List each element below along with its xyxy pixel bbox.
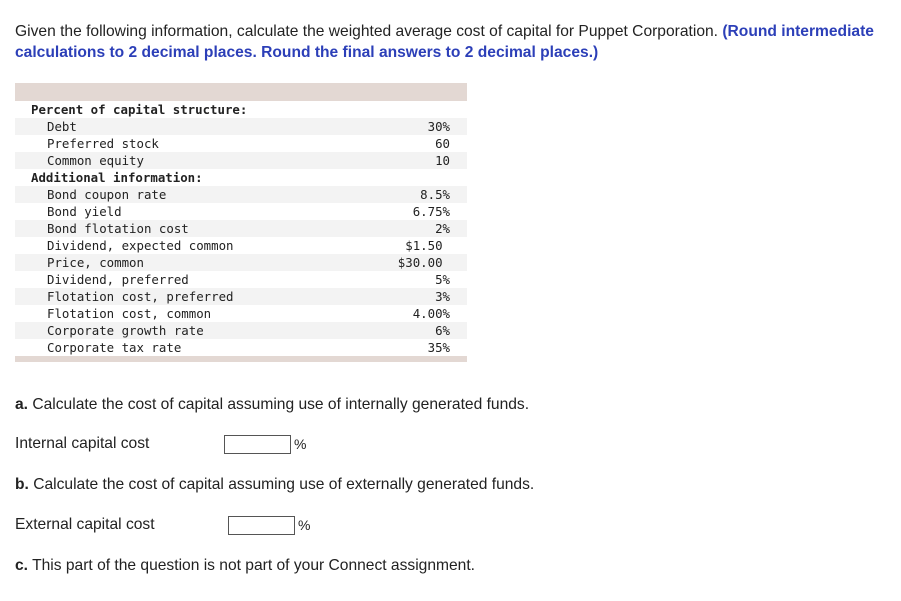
row-label: Flotation cost, preferred bbox=[47, 289, 234, 304]
row-label: Debt bbox=[47, 119, 77, 134]
part-b-text: Calculate the cost of capital assuming use of externally generated funds. bbox=[33, 476, 535, 493]
row-value: 10 bbox=[435, 153, 450, 168]
table-row bbox=[15, 152, 467, 169]
row-value: 8.5% bbox=[420, 187, 450, 202]
data-table bbox=[15, 83, 467, 362]
percent-unit: % bbox=[294, 436, 307, 452]
row-label: Bond yield bbox=[47, 204, 122, 219]
table-row bbox=[15, 305, 467, 322]
part-c-text: This part of the question is not part of your Connect assignment. bbox=[32, 557, 476, 574]
part-a-question bbox=[15, 395, 529, 415]
table-row bbox=[15, 203, 467, 220]
row-value: 35% bbox=[427, 340, 450, 355]
row-value: 60 bbox=[435, 136, 450, 151]
row-label: Flotation cost, common bbox=[47, 306, 212, 321]
row-label: Dividend, preferred bbox=[47, 272, 189, 287]
table-row bbox=[15, 254, 467, 271]
row-label: Price, common bbox=[47, 255, 144, 270]
part-a-text: Calculate the cost of capital assuming use of internally generated funds. bbox=[32, 396, 530, 413]
table-row bbox=[15, 322, 467, 339]
row-value: 5% bbox=[435, 272, 450, 287]
row-value: 2% bbox=[435, 221, 450, 236]
row-value: 6.75% bbox=[412, 204, 450, 219]
row-label: Common equity bbox=[47, 153, 144, 168]
table-section-header: Percent of capital structure: bbox=[15, 101, 467, 118]
row-value: $1.50 bbox=[405, 238, 450, 253]
internal-capital-cost-label: Internal capital cost bbox=[15, 435, 150, 452]
part-a-answer-row bbox=[15, 434, 306, 454]
table-row bbox=[15, 288, 467, 305]
part-b-question bbox=[15, 475, 534, 495]
intro-text: Given the following information, calculate the weighted average cost of capital for Puppet Corporation. bbox=[15, 23, 718, 40]
table-row bbox=[15, 271, 467, 288]
table-section-header: Additional information: bbox=[15, 169, 467, 186]
table-row bbox=[15, 237, 467, 254]
table-row bbox=[15, 135, 467, 152]
row-value: $30.00 bbox=[397, 255, 450, 270]
row-value: 3% bbox=[435, 289, 450, 304]
part-b-letter: b. bbox=[15, 476, 29, 493]
internal-capital-cost-input[interactable] bbox=[224, 435, 291, 454]
row-value: 4.00% bbox=[412, 306, 450, 321]
row-value: 6% bbox=[435, 323, 450, 338]
part-a-letter: a. bbox=[15, 396, 29, 413]
part-c-question bbox=[15, 556, 475, 576]
row-label: Corporate tax rate bbox=[47, 340, 182, 355]
table-row bbox=[15, 118, 467, 135]
row-label: Bond flotation cost bbox=[47, 221, 189, 236]
row-label: Preferred stock bbox=[47, 136, 159, 151]
part-b-answer-row bbox=[15, 515, 310, 535]
table-row bbox=[15, 220, 467, 237]
table-row bbox=[15, 186, 467, 203]
table-row bbox=[15, 339, 467, 356]
percent-unit: % bbox=[298, 517, 311, 533]
row-label: Dividend, expected common bbox=[47, 238, 234, 253]
row-label: Bond coupon rate bbox=[47, 187, 167, 202]
external-capital-cost-label: External capital cost bbox=[15, 516, 155, 533]
part-c-letter: c. bbox=[15, 557, 29, 574]
row-value: 30% bbox=[427, 119, 450, 134]
question-intro bbox=[15, 21, 895, 63]
rounding-instruction: (Round intermediate calculations to 2 decimal places. Round the final answers to 2 decimal places.) bbox=[15, 23, 874, 61]
row-label: Corporate growth rate bbox=[47, 323, 204, 338]
external-capital-cost-input[interactable] bbox=[228, 516, 295, 535]
